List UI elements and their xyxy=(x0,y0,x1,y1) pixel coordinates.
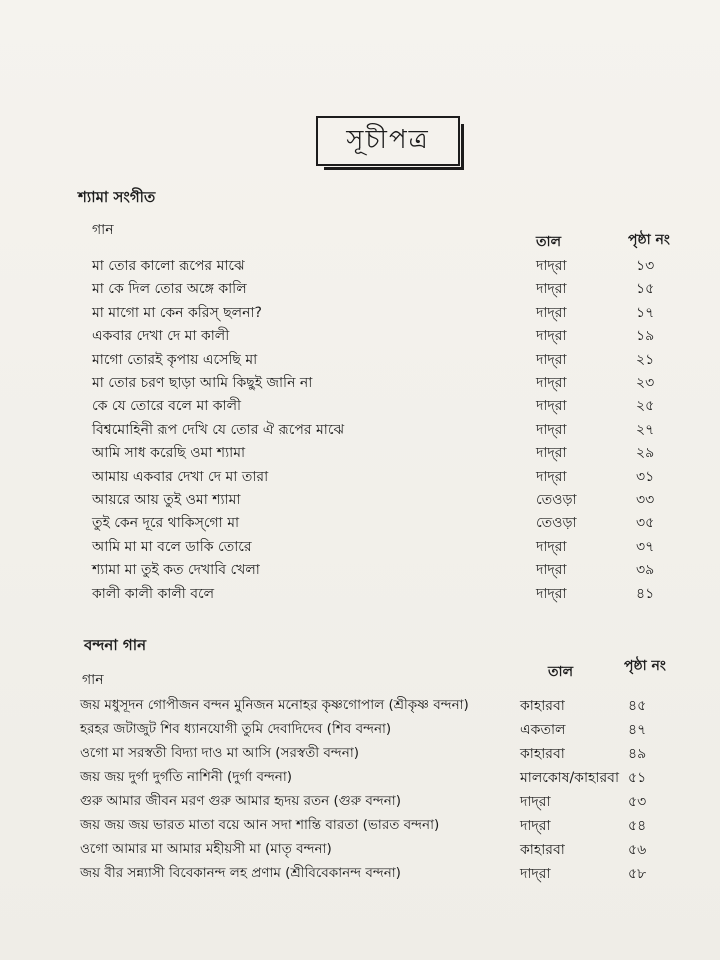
list-item xyxy=(0,766,720,790)
song-title: কে যে তোরে বলে মা কালী xyxy=(92,398,242,415)
tal-value: কাহারবা xyxy=(520,842,565,858)
song-title: মা তোর কালো রূপের মাঝে xyxy=(92,258,245,274)
page-number: ৪৯ xyxy=(628,746,647,762)
page-number: ৫১ xyxy=(628,770,647,786)
tal-value: মালকোষ/কাহারবা xyxy=(520,770,620,786)
list-item xyxy=(0,511,720,535)
list-item xyxy=(0,301,720,325)
page-number: ৫৮ xyxy=(628,866,647,882)
list-item xyxy=(0,465,720,489)
page-number: ৩১ xyxy=(636,468,655,485)
list-item xyxy=(0,814,720,838)
list-item xyxy=(0,488,720,512)
tal-value: একতাল xyxy=(520,722,566,738)
song-title: মা মাগো মা কেন করিস্‌ ছলনা? xyxy=(92,304,262,321)
song-title: হরহর জটাজুট শিব ধ্যানযোগী তুমি দেবাদিদেব (শিব বন্দনা) xyxy=(80,721,392,737)
page-number: ৩৩ xyxy=(636,492,655,508)
page-number: ৫৬ xyxy=(628,842,647,858)
page-title: সূচীপত্র xyxy=(316,116,460,166)
list-item xyxy=(0,718,720,742)
list-item xyxy=(0,371,720,395)
tal-value: দাদ্‌রা xyxy=(536,258,567,274)
tal-value: দাদ্‌রা xyxy=(536,468,567,485)
song-title: জয় জয় দুর্গা দুর্গতি নাশিনী (দুর্গা বন্দনা) xyxy=(80,769,293,785)
page-number: ৪৭ xyxy=(628,722,647,738)
list-item xyxy=(0,324,720,348)
column-header-page: পৃষ্ঠা নং xyxy=(628,232,670,248)
column-header-tal: তাল xyxy=(536,234,561,250)
song-title: জয় জয় জয় ভারত মাতা বয়ে আন সদা শান্তি বারতা (ভারত বন্দনা) xyxy=(80,817,440,833)
tal-value: দাদ্‌রা xyxy=(536,328,567,345)
song-title: কালী কালী কালী বলে xyxy=(92,585,215,602)
tal-value: দাদ্‌রা xyxy=(536,445,567,462)
list-item xyxy=(0,418,720,442)
song-title: আয়রে আয় তুই ওমা শ্যামা xyxy=(92,492,241,508)
section-title-shyama-sangeet: শ্যামা সংগীত xyxy=(78,188,156,206)
page-number: ৫৩ xyxy=(628,794,647,810)
page-number: ৫৪ xyxy=(628,818,647,834)
list-item xyxy=(0,838,720,862)
list-item xyxy=(0,535,720,559)
list-item xyxy=(0,394,720,418)
list-item xyxy=(0,558,720,582)
page-number: ১৫ xyxy=(636,281,655,298)
page-number: ৪৫ xyxy=(628,698,647,714)
song-title: আমায় একবার দেখা দে মা তারা xyxy=(92,468,269,485)
page-number: ৩৭ xyxy=(636,538,655,555)
page-number: ১৩ xyxy=(636,258,655,274)
tal-value: দাদ্‌রা xyxy=(536,585,567,602)
song-title: একবার দেখা দে মা কালী xyxy=(92,328,230,345)
list-item xyxy=(0,254,720,278)
tal-value: দাদ্‌রা xyxy=(536,304,567,321)
page-number: ২৭ xyxy=(636,421,655,438)
list-item xyxy=(0,742,720,766)
tal-value: তেওড়া xyxy=(536,515,577,532)
list-item xyxy=(0,790,720,814)
tal-value: দাদ্‌রা xyxy=(536,351,567,368)
song-title: আমি সাধ করেছি ওমা শ্যামা xyxy=(92,445,246,462)
tal-value: কাহারবা xyxy=(520,698,565,714)
tal-value: দাদ্‌রা xyxy=(520,794,551,810)
song-title: শ্যামা মা তুই কত দেখাবি খেলা xyxy=(92,562,260,579)
song-title: ওগো আমার মা আমার মহীয়সী মা (মাতৃ বন্দনা) xyxy=(80,841,332,857)
song-title: গুরু আমার জীবন মরণ গুরু আমার হৃদয় রতন (গুরু বন্দনা) xyxy=(80,793,401,809)
tal-value: দাদ্‌রা xyxy=(536,281,567,298)
column-header-song: গান xyxy=(82,672,104,688)
song-title: তুই কেন দূরে থাকিস্‌গো মা xyxy=(92,515,240,532)
page-number: ২১ xyxy=(636,351,655,368)
list-item xyxy=(0,862,720,886)
list-item xyxy=(0,441,720,465)
tal-value: তেওড়া xyxy=(536,492,577,508)
list-item xyxy=(0,694,720,718)
tal-value: কাহারবা xyxy=(520,746,565,762)
song-title: আমি মা মা বলে ডাকি তোরে xyxy=(92,538,252,555)
tal-value: দাদ্‌রা xyxy=(536,375,567,391)
page-number: ৩৯ xyxy=(636,562,655,579)
page-number: ৪১ xyxy=(636,585,655,602)
tal-value: দাদ্‌রা xyxy=(536,421,567,438)
song-title: জয় বীর সন্ন্যাসী বিবেকানন্দ লহ প্রণাম (শ্রীবিবেকানন্দ বন্দনা) xyxy=(80,865,401,881)
page-number: ২৩ xyxy=(636,375,655,391)
column-header-tal: তাল xyxy=(548,664,573,680)
page-number: ২৫ xyxy=(636,398,655,415)
song-title: জয় মধুসূদন গোপীজন বন্দন মুনিজন মনোহর কৃষ্ণগোপাল (শ্রীকৃষ্ণ বন্দনা) xyxy=(80,697,469,713)
song-title: বিশ্বমোহিনী রূপ দেখি যে তোর ঐ রূপের মাঝে xyxy=(92,421,345,438)
song-title: মা কে দিল তোর অঙ্গে কালি xyxy=(92,281,247,298)
tal-value: দাদ্‌রা xyxy=(536,398,567,415)
tal-value: দাদ্‌রা xyxy=(520,866,551,882)
section-title-bandana-gaan: বন্দনা গান xyxy=(84,636,147,654)
page-number: ২৯ xyxy=(636,445,655,462)
tal-value: দাদ্‌রা xyxy=(536,562,567,579)
tal-value: দাদ্‌রা xyxy=(520,818,551,834)
song-title: মাগো তোরই কৃপায় এসেছি মা xyxy=(92,351,258,368)
tal-value: দাদ্‌রা xyxy=(536,538,567,555)
page-number: ১৭ xyxy=(636,304,655,321)
song-title: ওগো মা সরস্বতী বিদ্যা দাও মা আসি (সরস্বতী বন্দনা) xyxy=(80,745,359,761)
list-item xyxy=(0,582,720,606)
list-item xyxy=(0,348,720,372)
column-header-song: গান xyxy=(92,222,114,238)
page-number: ১৯ xyxy=(636,328,655,345)
page-number: ৩৫ xyxy=(636,515,655,532)
song-title: মা তোর চরণ ছাড়া আমি কিছুই জানি না xyxy=(92,375,313,391)
list-item xyxy=(0,277,720,301)
column-header-page: পৃষ্ঠা নং xyxy=(624,658,666,674)
